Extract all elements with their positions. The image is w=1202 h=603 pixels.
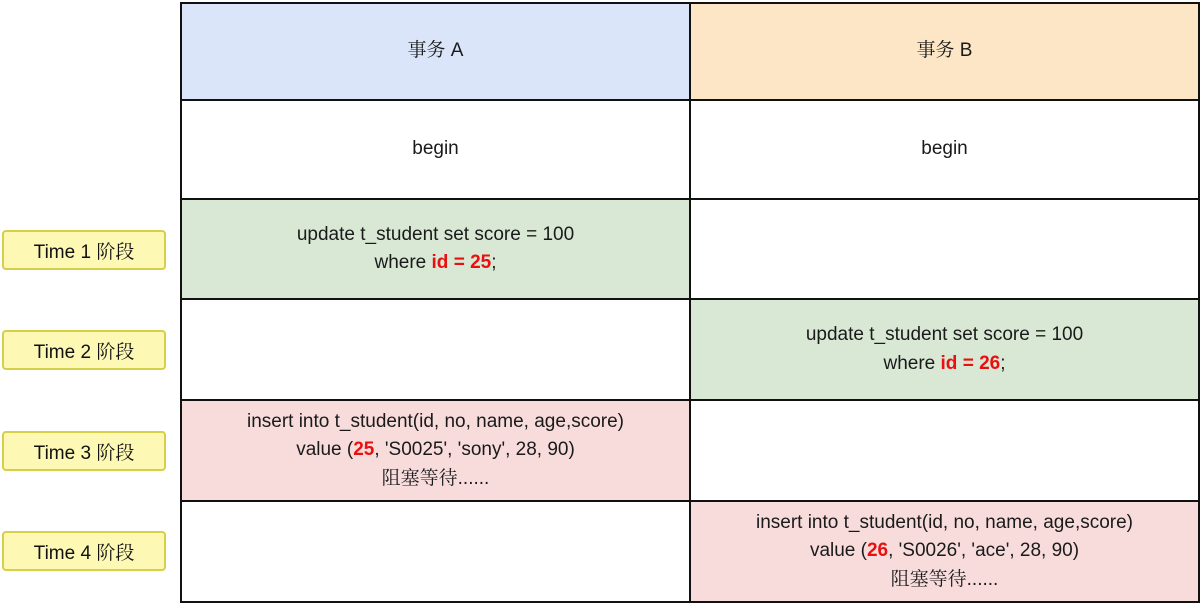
cell-a-begin: begin	[181, 100, 690, 199]
time-label-2-text: Time 2 阶段	[33, 341, 135, 363]
cell-b-time4	[690, 501, 1199, 602]
cell-b-begin: begin	[690, 100, 1199, 199]
cell-b-time2-id: id = 26	[940, 352, 1001, 374]
cell-a-time3-line2	[192, 436, 679, 465]
cell-a-time3-rest: , 'S0025', 'sony', 28, 90)	[374, 439, 575, 461]
cell-b-time4-rest: , 'S0026', 'ace', 28, 90)	[888, 540, 1080, 562]
cell-a-time1-semicolon: ;	[491, 252, 497, 273]
cell-b-time2-where: where	[883, 352, 941, 374]
cell-a-time3	[181, 400, 690, 501]
cell-a-time1-id: id = 25	[431, 252, 492, 273]
time-label-4-text: Time 4 阶段	[33, 542, 135, 564]
time-label-3	[2, 431, 166, 471]
table-row-time1	[181, 199, 1199, 299]
cell-b-time2-semicolon: ;	[1000, 352, 1006, 374]
time-label-1-text: Time 1 阶段	[33, 241, 135, 263]
cell-a-time1-line2	[192, 249, 679, 278]
cell-b-time4-value: value (	[809, 540, 867, 562]
cell-a-time3-line1: insert into t_student(id, no, name, age,score)	[246, 410, 625, 432]
cell-a-time1-where: where	[374, 252, 432, 273]
header-transaction-b: 事务 B	[690, 3, 1199, 100]
cell-a-time1-line1: update t_student set score = 100	[296, 223, 575, 245]
cell-a-time1	[181, 199, 690, 299]
time-label-1	[2, 230, 166, 270]
transaction-timeline-table	[180, 2, 1200, 603]
time-label-3-text: Time 3 阶段	[33, 442, 135, 464]
time-label-4	[2, 531, 166, 571]
cell-a-time3-id: 25	[353, 439, 375, 461]
header-transaction-a: 事务 A	[181, 3, 690, 100]
cell-b-time4-line3: 阻塞等待......	[890, 568, 999, 590]
cell-b-time3	[690, 400, 1199, 501]
time-label-2	[2, 330, 166, 370]
table-row-header	[181, 3, 1199, 100]
cell-a-time3-value: value (	[296, 439, 354, 461]
cell-b-time1	[690, 199, 1199, 299]
table-row-time2	[181, 299, 1199, 400]
cell-b-time4-line1: insert into t_student(id, no, name, age,score)	[755, 511, 1134, 533]
cell-b-time2-line2	[701, 350, 1188, 379]
table-row-time4	[181, 501, 1199, 602]
table-row-begin	[181, 100, 1199, 199]
cell-b-time4-line2	[701, 537, 1188, 566]
cell-a-time3-line3: 阻塞等待......	[381, 467, 490, 489]
cell-b-time2-line1: update t_student set score = 100	[805, 324, 1084, 345]
cell-a-time4	[181, 501, 690, 602]
table-row-time3	[181, 400, 1199, 501]
cell-a-time2	[181, 299, 690, 400]
cell-b-time4-id: 26	[866, 540, 889, 562]
cell-b-time2	[690, 299, 1199, 400]
